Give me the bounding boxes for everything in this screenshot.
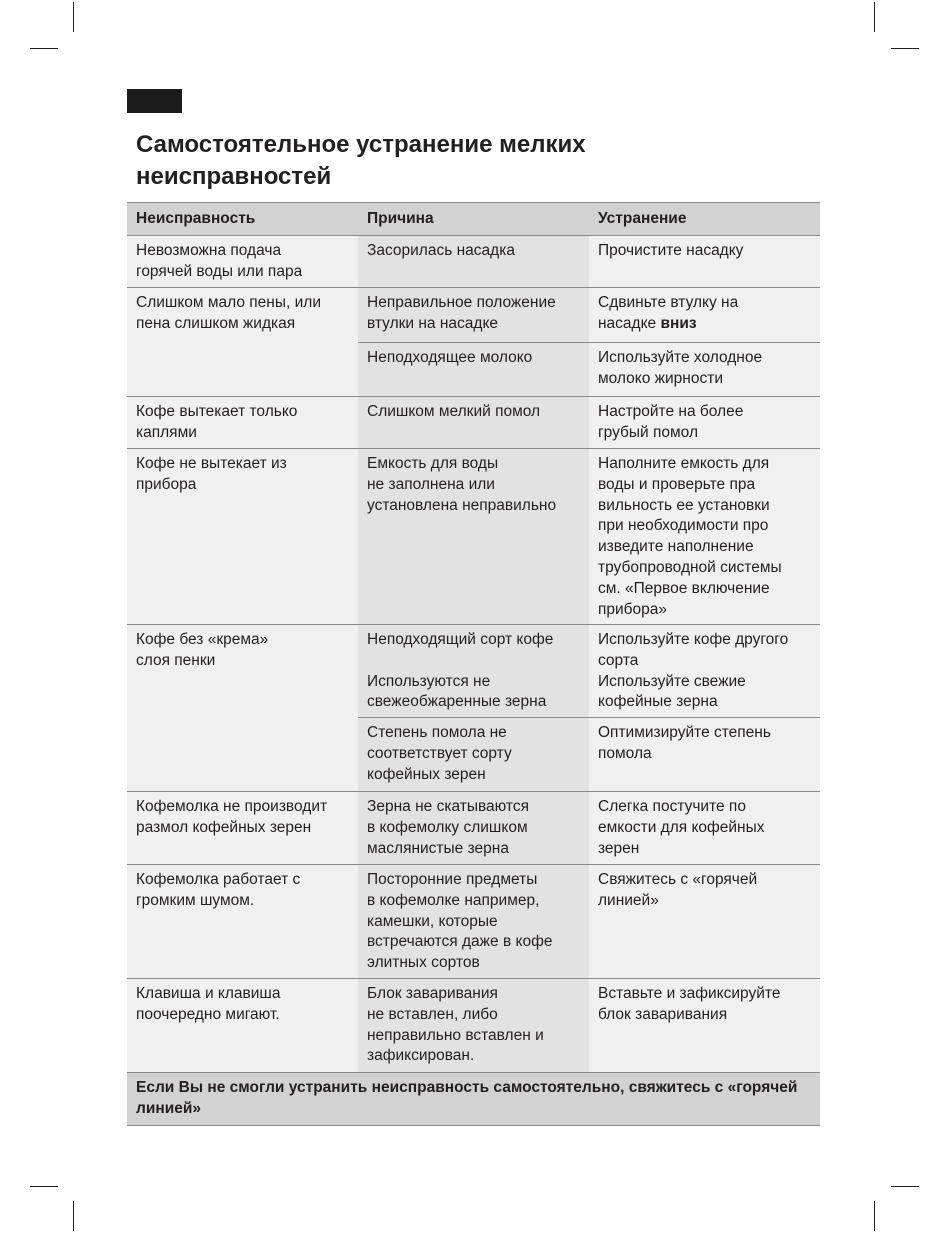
troubleshooting-table	[127, 202, 820, 1126]
table-row	[127, 979, 820, 1073]
cause-cell: Посторонние предметы в кофемолке например, камешки, которые встречаются даже в кофе элитных сортов	[358, 865, 589, 978]
cause-cell: Степень помола не соответствует сорту кофейных зерен	[358, 718, 589, 791]
remedy-cell: Свяжитесь с «горячей линией»	[589, 865, 820, 978]
table-row	[127, 288, 820, 397]
fault-cell: Невозможна подача горячей воды или пара	[127, 236, 358, 287]
table-row	[127, 236, 820, 288]
column-header-cause: Причина	[367, 210, 434, 227]
table-footer-note: Если Вы не смогли устранить неисправность самостоятельно, свяжитесь с «горячей линией»	[127, 1073, 820, 1126]
remedy-cell: Прочистите насадку	[589, 236, 820, 287]
table-row	[127, 625, 820, 792]
table-row	[127, 792, 820, 865]
crop-mark	[874, 1201, 875, 1231]
fault-cell: Клавиша и клавиша поочередно мигают.	[127, 979, 358, 1072]
fault-cell: Кофе без «крема» слоя пенки	[127, 625, 358, 791]
table-row	[127, 397, 820, 449]
cause-cell: Неподходящее молоко	[358, 343, 589, 396]
cause-cell: Неправильное положение втулки на насадке	[358, 288, 589, 342]
crop-mark	[891, 1186, 919, 1187]
table-row	[127, 865, 820, 979]
fault-cell: Слишком мало пены, или пена слишком жидкая	[127, 288, 358, 396]
remedy-cell: Используйте кофе другого сорта Используйте свежие кофейные зерна	[589, 625, 820, 717]
remedy-emphasis: вниз	[660, 314, 697, 332]
remedy-cell: Настройте на более грубый помол	[589, 397, 820, 448]
fault-cell: Кофе не вытекает из прибора	[127, 449, 358, 624]
crop-mark	[30, 48, 58, 49]
crop-mark	[30, 1186, 58, 1187]
cause-cell: Неподходящий сорт кофе Используются не свежеобжаренные зерна	[358, 625, 589, 717]
column-header-fault: Неисправность	[136, 210, 256, 227]
page-tab-marker	[127, 89, 182, 113]
column-header-remedy: Устранение	[598, 210, 687, 227]
crop-mark	[891, 48, 919, 49]
fault-cell: Кофемолка работает с громким шумом.	[127, 865, 358, 978]
cause-cell: Емкость для воды не заполнена или установлена неправильно	[358, 449, 589, 624]
remedy-cell: Оптимизируйте степень помола	[589, 718, 820, 791]
fault-cell: Кофемолка не производит размол кофейных зерен	[127, 792, 358, 864]
remedy-cell: Наполните емкость для воды и проверьте пра вильность ее установки при необходимости про изведите наполнение трубопроводной системы см. «Первое включение прибора»	[589, 449, 820, 624]
table-row	[127, 449, 820, 625]
crop-mark	[73, 2, 74, 32]
crop-mark	[874, 2, 875, 32]
remedy-cell: Используйте холодное молоко жирности	[589, 343, 820, 396]
cause-cell: Блок заваривания не вставлен, либо неправильно вставлен и зафиксирован.	[358, 979, 589, 1072]
table-header	[127, 203, 820, 236]
crop-mark	[73, 1201, 74, 1231]
fault-cell: Кофе вытекает только каплями	[127, 397, 358, 448]
cause-cell: Слишком мелкий помол	[358, 397, 589, 448]
remedy-text: Сдвиньте втулку на насадке	[598, 294, 739, 332]
remedy-cell: Слегка постучите по емкости для кофейных зерен	[589, 792, 820, 864]
page-title: Самостоятельное устранение мелких неисправностей	[136, 131, 586, 190]
remedy-cell: Вставьте и зафиксируйте блок заваривания	[589, 979, 820, 1072]
remedy-cell	[589, 288, 820, 342]
cause-cell: Зерна не скатываются в кофемолку слишком маслянистые зерна	[358, 792, 589, 864]
cause-cell: Засорилась насадка	[358, 236, 589, 287]
